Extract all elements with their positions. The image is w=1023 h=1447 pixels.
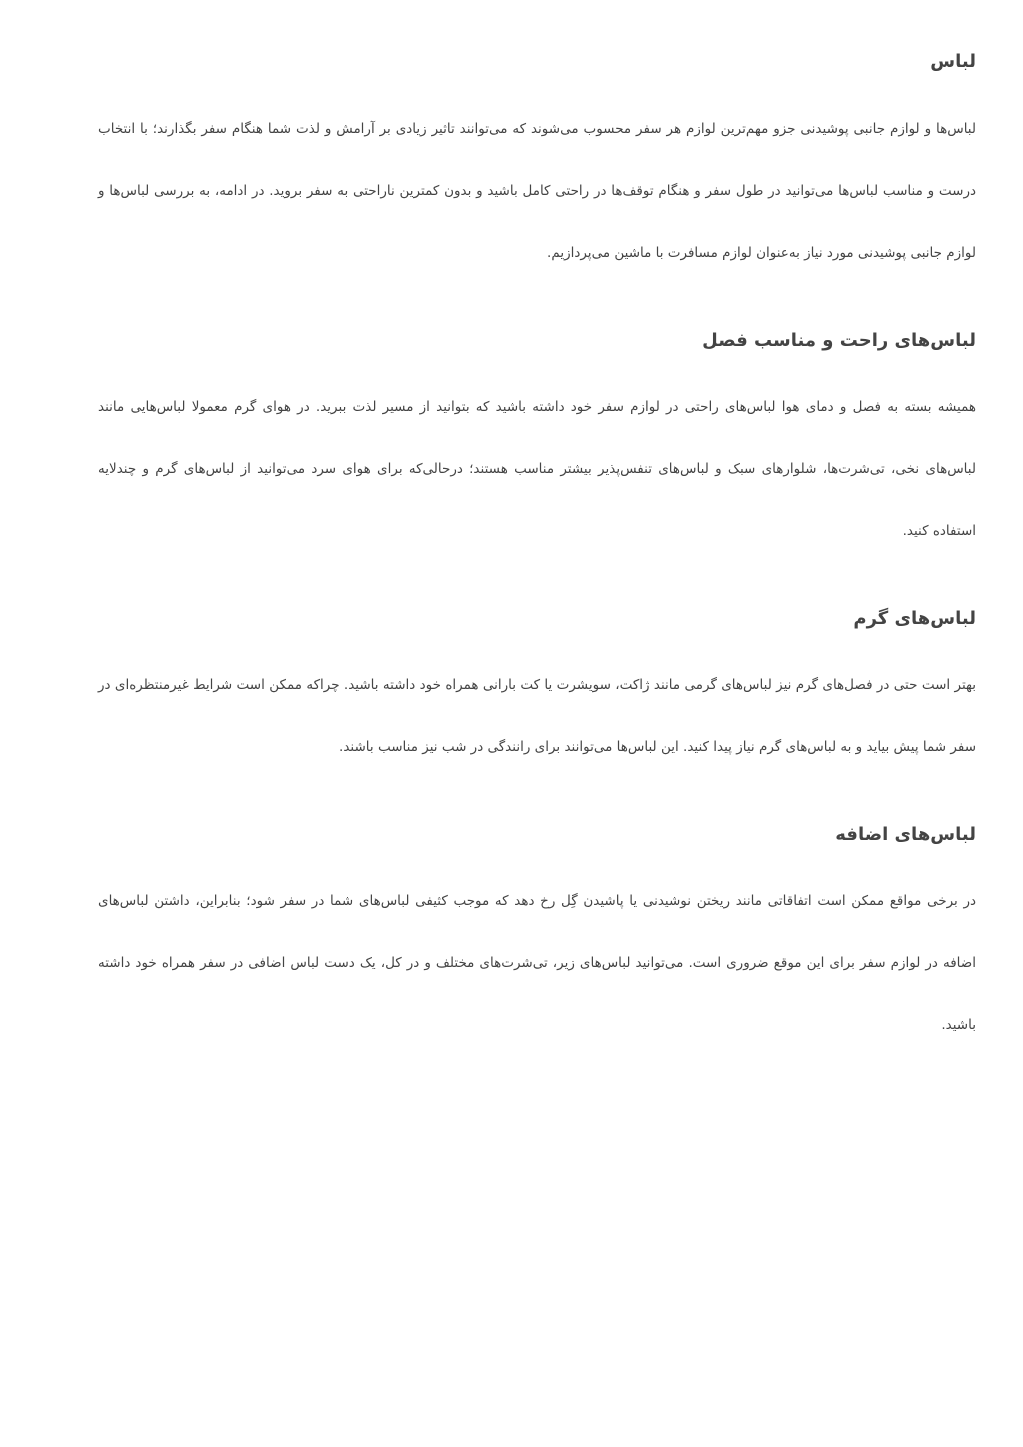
- section-clothing: [98, 0, 976, 284]
- section-comfortable-clothes: [98, 284, 976, 562]
- section-heading: لباس‌های راحت و مناسب فصل: [702, 330, 976, 351]
- section-paragraph: همیشه بسته به فصل و دمای هوا لباس‌های راحتی در لوازم سفر خود داشته باشید که بتوانید از مسیر لذت ببرید. در هوای گرم معمولا لباس‌هایی مانند لباس‌های نخی، تی‌شرت‌ها، شلوارهای سبک و لباس‌های تنفس‌پذیر بیشتر مناسب هستند؛ درحالی‌که برای هوای سرد می‌توانید از لباس‌های گرم و چندلایه استفاده کنید.: [98, 399, 976, 539]
- document-page: [98, 0, 976, 1056]
- section-heading: لباس‌های اضافه: [835, 824, 976, 845]
- section-paragraph: بهتر است حتی در فصل‌های گرم نیز لباس‌های گرمی مانند ژاکت، سویشرت یا کت بارانی همراه خود داشته باشید. چراکه ممکن است شرایط غیرمنتظره‌ای در سفر شما پیش بیاید و به لباس‌های گرم نیاز پیدا کنید. این لباس‌ها می‌توانند برای رانندگی در شب نیز مناسب باشند.: [98, 677, 976, 755]
- section-heading: لباس‌های گرم: [853, 608, 976, 629]
- section-heading: لباس: [930, 51, 976, 72]
- section-paragraph: در برخی مواقع ممکن است اتفاقاتی مانند ریختن نوشیدنی یا پاشیدن گِل رخ دهد که موجب کثیفی لباس‌های شما در سفر شود؛ بنابراین، داشتن لباس‌های اضافه در لوازم سفر برای این موقع ضروری است. می‌توانید لباس‌های زیر، تی‌شرت‌های مختلف و در کل، یک دست لباس اضافی در سفر همراه خود داشته باشید.: [98, 893, 976, 1033]
- section-extra-clothes: [98, 778, 976, 1056]
- section-warm-clothes: [98, 562, 976, 778]
- section-paragraph: لباس‌ها و لوازم جانبی پوشیدنی جزو مهم‌ترین لوازم هر سفر محسوب می‌شوند که می‌توانند تاثیر زیادی بر آرامش و لذت شما هنگام سفر بگذارند؛ با انتخاب درست و مناسب لباس‌ها می‌توانید در طول سفر و هنگام توقف‌ها در راحتی کامل باشید و بدون کمترین ناراحتی به سفر بروید. در ادامه، به بررسی لباس‌ها و لوازم جانبی پوشیدنی مورد نیاز به‌عنوان لوازم مسافرت با ماشین می‌پردازیم.: [98, 121, 976, 261]
